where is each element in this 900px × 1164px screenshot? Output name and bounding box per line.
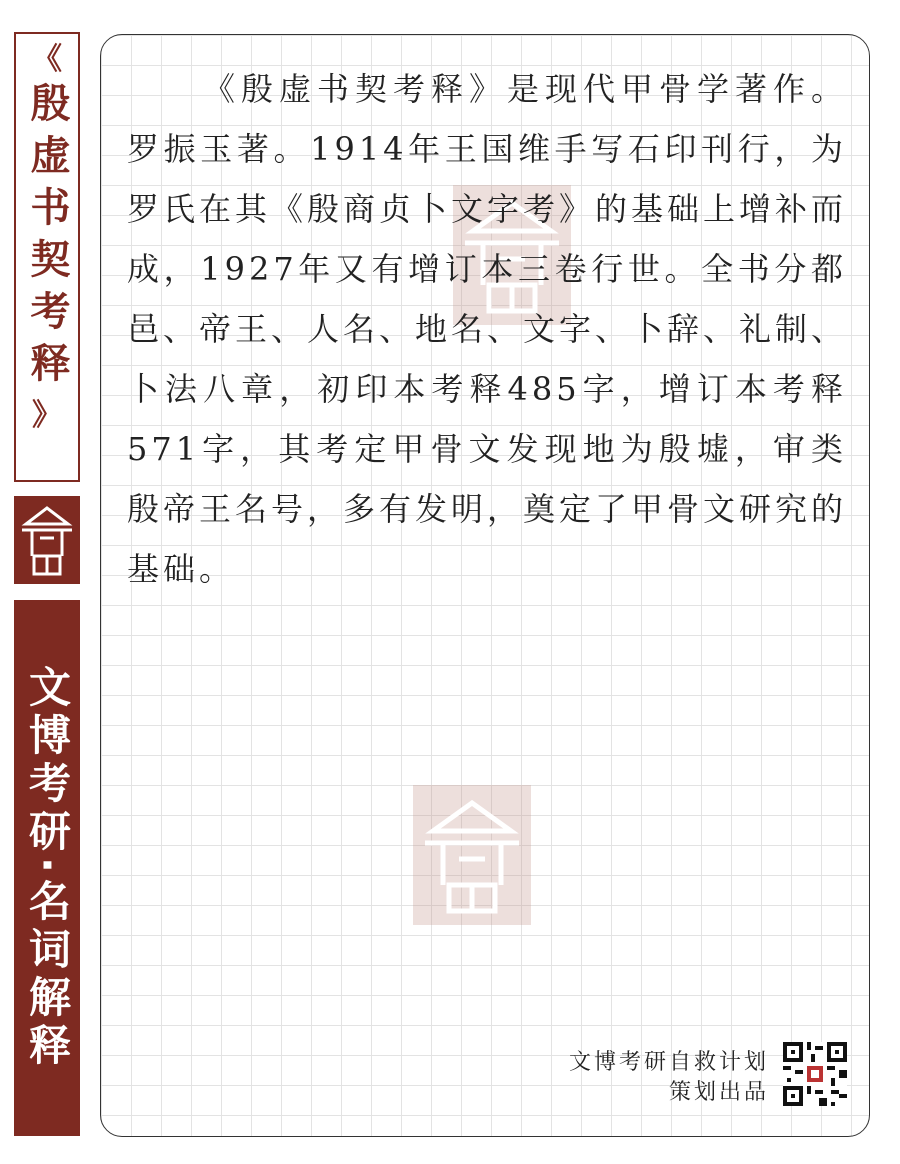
title-bracket-close: 》 bbox=[32, 398, 62, 433]
title-bracket-open: 《 bbox=[32, 42, 62, 77]
term-title: 殷虚书契考释 bbox=[24, 82, 70, 394]
qr-code-icon bbox=[783, 1042, 847, 1106]
credit-line-1: 文博考研自救计划 bbox=[568, 1050, 769, 1075]
term-title-box bbox=[14, 32, 80, 482]
credit-block bbox=[569, 1048, 769, 1108]
credit-line-2: 策划出品 bbox=[668, 1080, 769, 1105]
series-label: 文博考研·名词解释 bbox=[23, 665, 72, 1071]
definition-text: 《殷虚书契考释》是现代甲骨学著作。罗振玉著。1914年王国维手写石印刊行，为罗氏在其《殷商贞卜文字考》的基础上增补而成，1927年又有增订本三卷行世。全书分都邑、帝王、人名、地名、文字、卜辞、礼制、卜法八章，初印本考释485字，增订本考释571字，其考定甲骨文发现地为殷墟，审类殷帝王名号，多有发明，奠定了甲骨文研究的基础。 bbox=[127, 70, 848, 588]
grid-paper-card bbox=[100, 34, 870, 1137]
seal-watermark-icon bbox=[413, 785, 531, 925]
series-label-bar bbox=[14, 600, 80, 1136]
seal-icon bbox=[14, 496, 80, 584]
